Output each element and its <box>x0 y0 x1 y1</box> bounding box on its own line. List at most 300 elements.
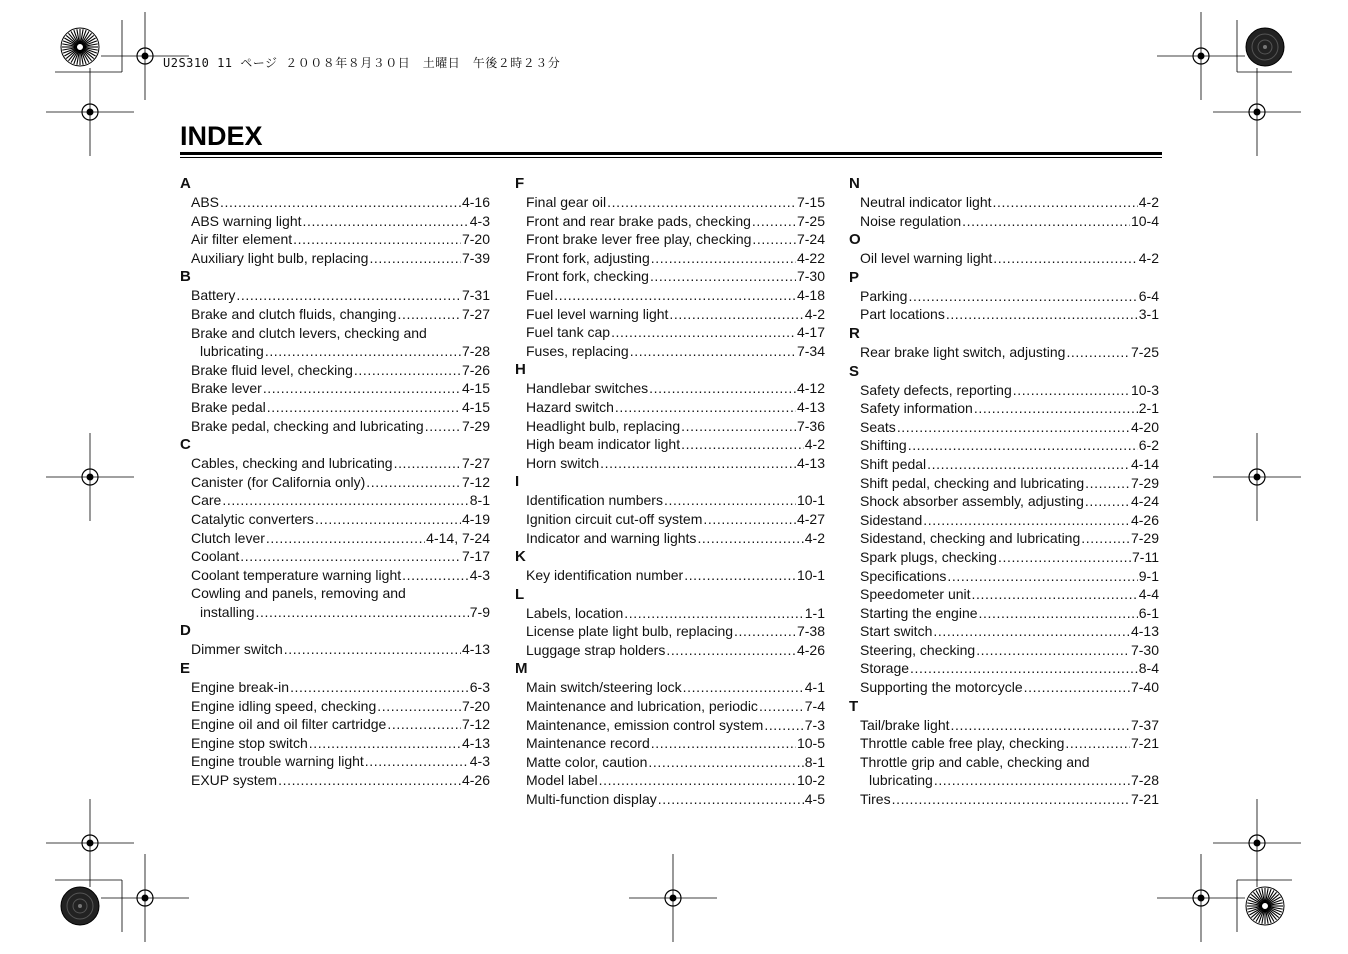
index-entry-text: Shift pedal <box>860 455 927 472</box>
index-entry <box>526 435 825 454</box>
index-entry <box>526 417 825 436</box>
index-entry <box>526 342 825 361</box>
page-reference: 4-24 <box>1130 493 1159 510</box>
index-entry-text: Fuses, replacing <box>526 342 629 359</box>
dot-leader <box>255 603 468 622</box>
index-entry-text: Identification numbers <box>526 492 663 509</box>
dot-leader <box>951 716 1130 735</box>
dot-leader <box>650 267 796 286</box>
index-entry-text: Sidestand, checking and lubricating <box>860 530 1081 547</box>
index-entry-text: Rear brake light switch, adjusting <box>860 343 1066 360</box>
index-entry-text: Oil level warning light <box>860 250 993 267</box>
index-entry-text: Engine break-in <box>191 679 290 696</box>
index-entry-text: Indicator and warning lights <box>526 529 697 546</box>
index-entry-text: Sidestand <box>860 511 923 528</box>
page-reference: 7-38 <box>796 623 825 640</box>
index-entry <box>526 193 825 212</box>
dot-leader <box>1066 343 1130 362</box>
page-reference: 6-1 <box>1138 604 1159 621</box>
index-entry <box>860 529 1159 548</box>
page-reference: 4-12 <box>796 380 825 397</box>
page-reference: 7-30 <box>1130 641 1159 658</box>
dot-leader <box>266 529 425 548</box>
page-reference: 7-25 <box>796 212 825 229</box>
section-letter: H <box>515 361 526 379</box>
page-reference: 7-29 <box>1130 474 1159 491</box>
page-reference: 7-39 <box>461 249 490 266</box>
index-entry-text: Final gear oil <box>526 194 607 210</box>
index-entry-text: Fuel tank cap <box>526 324 611 341</box>
index-entry <box>526 379 825 398</box>
index-entry-text: ABS warning light <box>191 212 302 229</box>
page-reference: 7-26 <box>461 361 490 378</box>
dot-leader <box>354 361 461 380</box>
page-reference: 4-15 <box>461 380 490 397</box>
index-entry <box>526 622 825 641</box>
page-reference: 4-26 <box>796 641 825 658</box>
index-entry <box>526 398 825 417</box>
index-entry <box>860 585 1159 604</box>
dot-leader <box>962 212 1130 231</box>
dot-leader <box>697 529 803 548</box>
index-entry <box>860 474 1159 493</box>
index-entry <box>860 436 1159 455</box>
index-entry-text: Throttle grip and cable, checking and <box>860 753 1090 770</box>
page-reference: 7-20 <box>461 697 490 714</box>
dot-leader <box>607 193 796 212</box>
section-letter: E <box>180 660 191 678</box>
index-entry-text: Starting the engine <box>860 604 978 621</box>
index-entry <box>526 790 825 809</box>
page-reference: 4-26 <box>461 772 490 789</box>
section-letter: S <box>849 362 860 380</box>
dot-leader <box>303 212 469 231</box>
dot-leader <box>998 548 1131 567</box>
page-reference: 7-28 <box>461 343 490 360</box>
index-entry-text: Multi-function display <box>526 791 657 808</box>
page-reference: 7-15 <box>796 194 825 210</box>
page-reference: 4-4 <box>1138 586 1159 603</box>
index-entry-text: Tires <box>860 791 891 808</box>
dot-leader <box>681 417 796 436</box>
index-entry-text: Brake fluid level, checking <box>191 361 353 378</box>
index-entry <box>860 548 1159 567</box>
page-reference: 7-31 <box>461 287 490 304</box>
dot-leader <box>703 510 796 529</box>
page-reference: 1-1 <box>804 604 825 621</box>
index-entry <box>191 212 490 231</box>
index-entry <box>860 418 1159 437</box>
dot-leader <box>236 286 461 305</box>
page-reference: 4-14 <box>1130 455 1159 472</box>
section-letter: F <box>515 175 525 192</box>
index-entry <box>860 567 1159 586</box>
index-entry-text: Main switch/steering lock <box>526 679 682 696</box>
page-reference: 7-40 <box>1130 679 1159 696</box>
section-letter: T <box>849 697 859 715</box>
dot-leader <box>425 417 461 436</box>
page-reference: 7-25 <box>1130 343 1159 360</box>
index-entry <box>191 491 490 510</box>
index-entry-text: Dimmer switch <box>191 641 283 658</box>
index-entry <box>526 641 825 660</box>
index-entry-text: Clutch lever <box>191 529 265 546</box>
dot-leader <box>979 604 1138 623</box>
section-letter: D <box>180 622 191 640</box>
index-entry <box>526 510 825 529</box>
page-reference: 7-21 <box>1130 735 1159 752</box>
index-entry-text: Maintenance record <box>526 735 650 752</box>
index-entry <box>860 249 1159 268</box>
index-entry-text: Front fork, adjusting <box>526 249 650 266</box>
index-entry-text: Brake and clutch fluids, changing <box>191 305 397 322</box>
index-entry <box>191 473 490 492</box>
index-entry <box>191 417 490 436</box>
registration-mark-icon <box>101 854 189 942</box>
dot-leader <box>683 678 804 697</box>
dot-leader <box>651 734 796 753</box>
dot-leader <box>908 287 1137 306</box>
index-entry-text: Front brake lever free play, checking <box>526 231 752 248</box>
page-reference: 2-1 <box>1138 400 1159 417</box>
dot-leader <box>664 491 796 510</box>
index-entry-text: lubricating <box>200 343 264 360</box>
dot-leader <box>908 436 1138 455</box>
dot-leader <box>993 249 1137 268</box>
dot-leader <box>648 753 803 772</box>
index-entry-text: Brake and clutch levers, checking and <box>191 324 427 341</box>
index-entry <box>526 771 825 790</box>
index-entry <box>526 249 825 268</box>
starburst-mark-icon <box>61 28 99 66</box>
index-entry-text: Speedometer unit <box>860 586 971 603</box>
index-entry <box>860 604 1159 623</box>
dot-leader <box>1024 678 1130 697</box>
dot-leader <box>315 510 461 529</box>
index-column-2 <box>515 174 825 809</box>
index-entry-text: Noise regulation <box>860 212 962 229</box>
index-entry-text: Fuel <box>526 286 554 303</box>
index-entry-text: Shock absorber assembly, adjusting <box>860 493 1084 510</box>
index-entry <box>191 510 490 529</box>
index-entry <box>191 547 490 566</box>
dot-leader <box>240 547 461 566</box>
registration-mark-icon <box>1213 433 1301 521</box>
dot-leader <box>933 622 1130 641</box>
dot-leader <box>615 398 796 417</box>
page-reference: 4-15 <box>461 398 490 415</box>
registration-mark-icon <box>46 799 134 887</box>
page-reference: 4-13 <box>1130 623 1159 640</box>
index-entry-text: lubricating <box>869 772 933 789</box>
index-entry-text: Start switch <box>860 623 933 640</box>
page-reference: 10-4 <box>1130 212 1159 229</box>
page-reference: 7-28 <box>1130 772 1159 789</box>
section-letter: L <box>515 585 525 603</box>
page-reference: 4-13 <box>461 641 490 658</box>
page-reference: 7-34 <box>796 342 825 359</box>
index-entry <box>191 678 490 697</box>
index-entry <box>860 734 1159 753</box>
index-entry-text: Brake lever <box>191 380 262 397</box>
registration-mark-icon <box>1213 799 1301 887</box>
page-reference: 4-13 <box>796 454 825 471</box>
index-entry-text: ABS <box>191 194 220 210</box>
dot-leader <box>624 604 803 623</box>
index-entry <box>191 566 490 585</box>
dot-leader <box>366 473 461 492</box>
index-entry <box>860 381 1159 400</box>
index-entry-text: Canister (for California only) <box>191 473 366 490</box>
dot-leader <box>752 212 796 231</box>
page-reference: 4-2 <box>1138 194 1159 210</box>
page-reference: 7-37 <box>1130 716 1159 733</box>
dot-leader <box>684 566 796 585</box>
index-entry <box>191 640 490 659</box>
index-entry-text: Maintenance and lubrication, periodic <box>526 698 758 715</box>
page-reference: 4-2 <box>804 436 825 453</box>
dot-leader <box>1065 734 1130 753</box>
title-rule-thick <box>180 152 1162 155</box>
dot-leader <box>369 249 461 268</box>
index-entry-text: EXUP system <box>191 772 278 789</box>
page-reference: 6-2 <box>1138 437 1159 454</box>
index-entry <box>860 659 1159 678</box>
dot-leader <box>309 734 461 753</box>
page-reference: 7-27 <box>461 305 490 322</box>
dot-leader <box>293 230 461 249</box>
dot-leader <box>752 230 796 249</box>
dot-leader <box>220 193 461 212</box>
index-entry-text: Tail/brake light <box>860 716 950 733</box>
index-entry-text: Engine trouble warning light <box>191 753 364 770</box>
index-entry-text: Headlight bulb, replacing <box>526 417 681 434</box>
index-entry <box>526 212 825 231</box>
page-reference: 4-18 <box>796 286 825 303</box>
dot-leader <box>927 455 1130 474</box>
index-entry <box>860 511 1159 530</box>
page-reference: 9-1 <box>1138 567 1159 584</box>
page-reference: 6-4 <box>1138 287 1159 304</box>
index-entry <box>526 267 825 286</box>
index-entry-text: Care <box>191 492 222 509</box>
page-reference: 7-3 <box>804 716 825 733</box>
page-reference: 4-16 <box>461 194 490 210</box>
section-letter: K <box>515 548 526 566</box>
page-reference: 4-1 <box>804 679 825 696</box>
page-reference: 4-22 <box>796 249 825 266</box>
dot-leader <box>934 771 1130 790</box>
index-entry-text: Engine stop switch <box>191 734 308 751</box>
registration-mark-icon <box>46 433 134 521</box>
index-entry <box>191 715 490 734</box>
page-reference: 10-1 <box>796 492 825 509</box>
index-entry-text: Fuel level warning light <box>526 305 669 322</box>
dot-leader <box>669 305 803 324</box>
index-entry-text: Ignition circuit cut-off system <box>526 510 703 527</box>
page-title: INDEX <box>180 121 263 151</box>
page-reference: 10-1 <box>796 567 825 584</box>
index-entry-text: Engine oil and oil filter cartridge <box>191 716 387 733</box>
index-entry-text: Matte color, caution <box>526 753 648 770</box>
dot-leader <box>267 398 461 417</box>
dot-leader <box>1013 381 1130 400</box>
dot-leader <box>290 678 469 697</box>
section-letter: N <box>849 175 860 192</box>
index-entry-text: High beam indicator light <box>526 436 681 453</box>
dot-leader <box>600 454 796 473</box>
index-entry-text: Brake pedal <box>191 398 266 415</box>
dot-leader <box>974 399 1138 418</box>
page-reference: 4-2 <box>1138 250 1159 267</box>
dot-leader <box>599 771 796 790</box>
index-column-1 <box>180 174 490 790</box>
page-reference: 7-20 <box>461 231 490 248</box>
index-entry-text: Safety information <box>860 400 973 417</box>
page-reference: 3-1 <box>1138 306 1159 323</box>
index-entry <box>860 790 1159 809</box>
index-entry <box>860 622 1159 641</box>
index-entry <box>526 323 825 342</box>
index-entry <box>526 230 825 249</box>
dot-leader <box>947 567 1137 586</box>
dot-leader <box>1081 529 1130 548</box>
page-reference: 10-2 <box>796 772 825 789</box>
index-entry <box>860 678 1159 697</box>
dot-leader <box>759 697 804 716</box>
index-entry-text: Engine idling speed, checking <box>191 697 377 714</box>
dot-leader <box>222 491 468 510</box>
page-reference: 6-3 <box>469 679 490 696</box>
dot-leader <box>764 716 803 735</box>
index-entry <box>526 716 825 735</box>
index-entry <box>860 455 1159 474</box>
index-entry <box>191 305 490 324</box>
section-letter: I <box>515 473 520 491</box>
index-entry-text: Supporting the motorcycle <box>860 679 1023 696</box>
title-rule-thin <box>180 157 1162 158</box>
index-entry-text: Shifting <box>860 437 907 454</box>
index-entry <box>191 752 490 771</box>
index-entry <box>860 287 1159 306</box>
dot-leader <box>976 641 1130 660</box>
page-reference: 7-4 <box>804 698 825 715</box>
dot-leader <box>1085 474 1130 493</box>
index-entry-text: Spark plugs, checking <box>860 548 997 565</box>
page-reference: 4-17 <box>796 324 825 341</box>
page-reference: 4-20 <box>1130 418 1159 435</box>
dot-leader <box>910 659 1138 678</box>
index-entry-text: Storage <box>860 660 910 677</box>
page-reference: 7-12 <box>461 716 490 733</box>
index-entry <box>191 361 490 380</box>
index-entry-text: Front fork, checking <box>526 268 649 285</box>
dot-leader <box>284 640 461 659</box>
index-entry-text: License plate light bulb, replacing <box>526 623 734 640</box>
index-entry-text: Steering, checking <box>860 641 976 658</box>
dot-leader <box>993 193 1138 212</box>
index-entry <box>526 734 825 753</box>
index-entry-text: Catalytic converters <box>191 510 314 527</box>
index-entry-text: Auxiliary light bulb, replacing <box>191 249 369 266</box>
index-entry-text: Luggage strap holders <box>526 641 666 658</box>
index-entry <box>191 398 490 417</box>
page-reference: 4-13 <box>461 734 490 751</box>
index-entry <box>191 286 490 305</box>
page-reference: 7-36 <box>796 417 825 434</box>
index-entry-text: Safety defects, reporting <box>860 381 1012 398</box>
index-entry <box>860 212 1159 231</box>
index-entry-text: Shift pedal, checking and lubricating <box>860 474 1085 491</box>
index-entry <box>200 603 490 622</box>
index-entry <box>191 454 490 473</box>
index-entry-text: Front and rear brake pads, checking <box>526 212 751 229</box>
index-entry-text: Specifications <box>860 567 947 584</box>
dot-leader <box>972 585 1138 604</box>
dot-leader <box>554 286 796 305</box>
index-entry-text: Air filter element <box>191 231 293 248</box>
dot-leader <box>377 697 461 716</box>
section-letter: A <box>180 175 191 192</box>
dot-leader <box>651 249 796 268</box>
dot-leader <box>278 771 461 790</box>
index-entry <box>860 193 1159 212</box>
index-entry <box>191 379 490 398</box>
page-reference: 4-5 <box>804 791 825 808</box>
page-reference: 4-2 <box>804 305 825 322</box>
page-reference: 7-24 <box>796 231 825 248</box>
registration-mark-icon <box>629 854 717 942</box>
index-entry-text: Parking <box>860 287 908 304</box>
section-letter: O <box>849 231 861 249</box>
dot-leader <box>397 305 461 324</box>
index-entry <box>526 454 825 473</box>
dot-leader <box>611 323 796 342</box>
index-entry-text: Part locations <box>860 306 945 323</box>
page-reference: 10-5 <box>796 735 825 752</box>
dot-leader <box>365 752 469 771</box>
print-header-line: U2S310 11 ページ ２００８年８月３０日 土曜日 午後２時２３分 <box>163 56 561 70</box>
index-entry-text: Horn switch <box>526 454 600 471</box>
dot-leader <box>649 379 796 398</box>
index-entry-text: Cowling and panels, removing and <box>191 585 406 602</box>
index-column-3 <box>849 174 1159 809</box>
dot-leader <box>387 715 461 734</box>
section-letter: R <box>849 324 860 342</box>
starburst-mark-icon <box>1246 887 1284 925</box>
index-entry <box>860 641 1159 660</box>
index-entry <box>526 753 825 772</box>
dot-leader <box>263 379 461 398</box>
index-entry-text: Key identification number <box>526 567 684 584</box>
index-entry <box>191 249 490 268</box>
page-reference: 7-21 <box>1130 791 1159 808</box>
page-reference: 4-2 <box>804 529 825 546</box>
index-entry-text: Battery <box>191 287 236 304</box>
index-entry-text: installing <box>200 603 255 620</box>
dot-leader <box>897 418 1130 437</box>
section-letter: P <box>849 268 860 286</box>
index-entry-text: Throttle cable free play, checking <box>860 735 1065 752</box>
dot-leader <box>734 622 796 641</box>
index-entry <box>191 697 490 716</box>
index-entry <box>526 604 825 623</box>
page-reference: 4-26 <box>1130 511 1159 528</box>
dot-leader <box>892 790 1130 809</box>
dark-target-mark-icon <box>61 887 99 925</box>
page-reference: 7-9 <box>469 603 490 620</box>
dot-leader <box>923 511 1130 530</box>
